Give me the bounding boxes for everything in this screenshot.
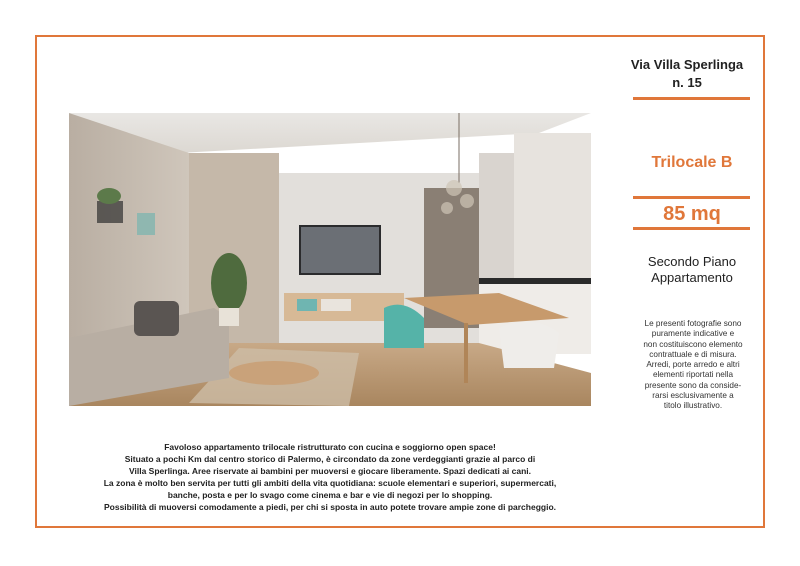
divider [633,97,750,100]
floor-info [612,254,772,286]
disclaimer-line: contrattuale e di misura. [649,349,737,359]
disclaimer-line: titolo illustrativo. [663,401,723,411]
description-line: banche, posta e per lo svago come cinema e bar e vie di negozi per lo shopping. [167,490,493,501]
interior-render-photo [69,113,591,406]
divider [633,196,750,199]
unit-area: 85 mq [663,203,721,225]
description-line: Possibilità di muoversi comodamente a piedi, per chi si sposta in auto potete trovare ampie zone di parcheggio. [103,502,557,513]
disclaimer-line: Arredi, porte arredo e altri [646,360,740,370]
disclaimer-line: presente sono da conside- [644,380,742,390]
address-number: n. 15 [672,75,702,90]
divider [633,227,750,230]
description-line: La zona è molto ben servita per tutti gli ambiti della vita quotidiana: scuole elementari e superiori, supermercati, [103,478,557,489]
disclaimer-line: puramente indicative e [651,329,735,339]
disclaimer-line: non costituiscono elemento [643,339,743,349]
disclaimer-line: Le presenti fotografie sono [644,319,742,328]
disclaimer-line: elementi riportati nella [652,370,734,380]
floor-level: Secondo Piano [647,254,737,269]
property-description [65,441,595,514]
unit-name: Trilocale B [651,154,733,171]
description-line: Villa Sperlinga. Aree riservate ai bambini per muoversi e giocare liberamente. Spazi dedicati ai cani. [128,466,532,477]
description-line: Situato a pochi Km dal centro storico di Palermo, è circondato da zone verdeggianti grazie al parco di [124,454,536,465]
disclaimer-line: rarsi esclusivamente a [652,391,734,401]
address [612,56,762,92]
address-street: Via Villa Sperlinga [630,57,744,72]
description-line: Favoloso appartamento trilocale ristrutturato con cucina e soggiorno open space! [164,442,496,452]
disclaimer [626,319,760,412]
unit-type: Appartamento [651,270,733,285]
